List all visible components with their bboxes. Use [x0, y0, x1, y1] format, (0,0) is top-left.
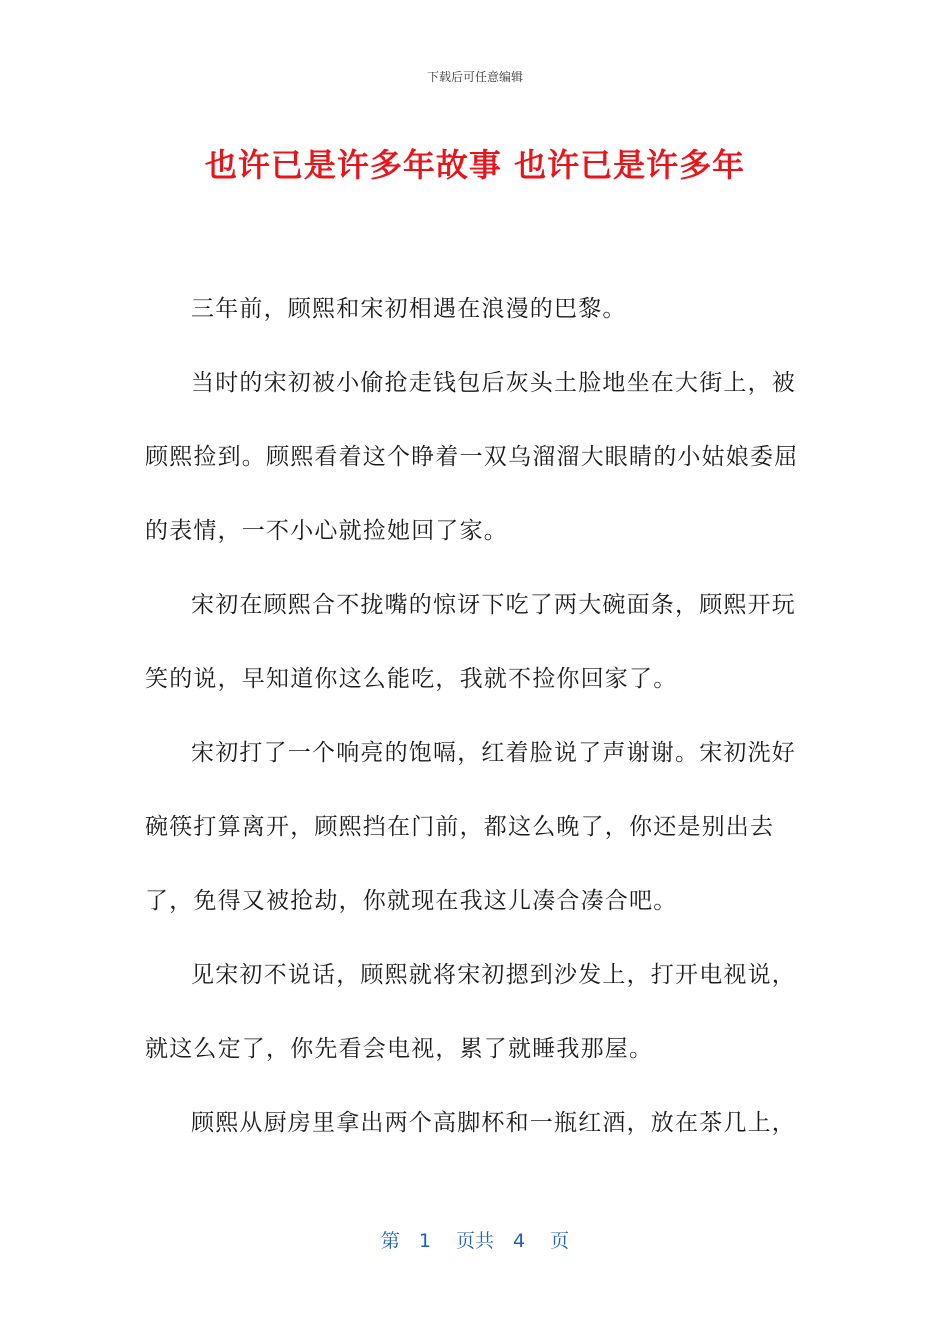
page-header-note: 下载后可任意编辑 [426, 70, 523, 84]
document-title: 也许已是许多年故事 也许已是许多年 [204, 146, 746, 184]
paragraph-6: 顾熙从厨房里拿出两个高脚杯和一瓶红酒，放在茶几上， [191, 1110, 796, 1136]
paragraph-3: 宋初在顾熙合不拢嘴的惊讶下吃了两大碗面条，顾熙开玩笑的说，早知道你这么能吃，我就不捡你回家了。 [145, 592, 796, 692]
paragraph-4: 宋初打了一个响亮的饱嗝，红着脸说了声谢谢。宋初洗好碗筷打算离开，顾熙挡在门前，都这么晚了，你还是别出去了，免得又被抢劫，你就现在我这儿凑合凑合吧。 [145, 740, 796, 914]
page-number-footer: 第 1 页共 4 页 [380, 1230, 570, 1252]
paragraph-1: 三年前，顾熙和宋初相遇在浪漫的巴黎。 [191, 296, 627, 322]
document-body [145, 272, 810, 1160]
paragraph-5: 见宋初不说话，顾熙就将宋初摁到沙发上，打开电视说，就这么定了，你先看会电视，累了就睡我那屋。 [145, 962, 796, 1062]
paragraph-2: 当时的宋初被小偷抢走钱包后灰头土脸地坐在大街上，被顾熙捡到。顾熙看着这个睁着一双乌溜溜大眼睛的小姑娘委屈的表情，一不小心就捡她回了家。 [145, 370, 799, 544]
